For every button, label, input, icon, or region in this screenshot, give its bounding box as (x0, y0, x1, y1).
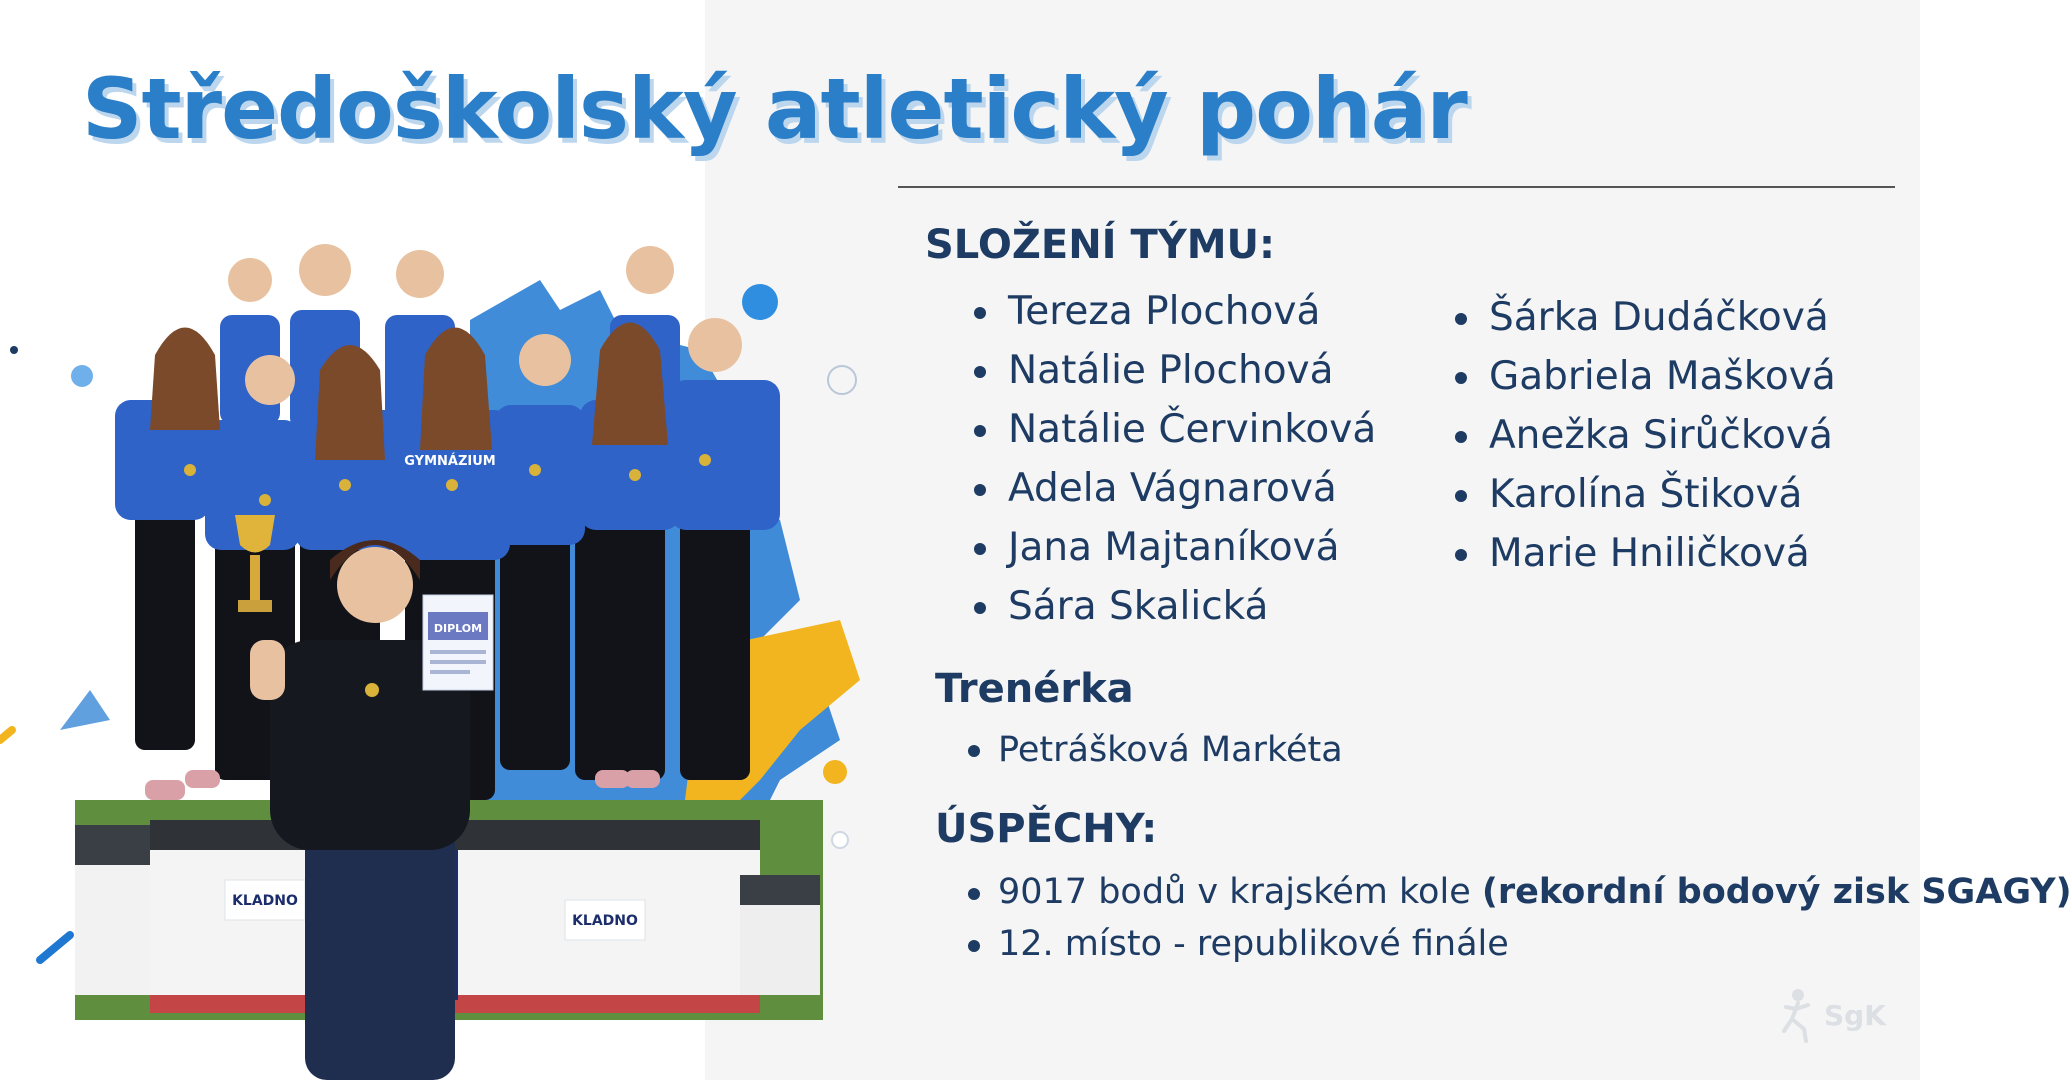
team-member: Šárka Dudáčková (1489, 292, 1836, 351)
team-member: Marie Hniličková (1489, 528, 1836, 587)
team-photo (0, 260, 900, 1080)
team-list-col1 (1008, 286, 1376, 640)
runner-icon (1780, 985, 1900, 1045)
watermark-logo (1780, 985, 1900, 1045)
podium-banner-1: KLADNO (232, 893, 298, 909)
diploma-text: DIPLOM (433, 622, 483, 635)
coach-name: Petrášková Markéta (998, 727, 1343, 773)
team-member: Sára Skalická (1008, 581, 1376, 640)
team-member: Anežka Sirůčková (1489, 410, 1836, 469)
achievement-item (998, 866, 2072, 918)
team-member: Adela Vágnarová (1008, 463, 1376, 522)
coach-heading: Trenérka (935, 666, 1134, 712)
achievement-item: 12. místo - republikové finále (998, 918, 1838, 970)
achievements-list (998, 866, 2072, 970)
jersey-text: GYMNÁZIUM (404, 454, 496, 469)
team-member: Natálie Plochová (1008, 345, 1376, 404)
achievement-highlight: (rekordní bodový zisk SGAGY) (1481, 872, 2072, 912)
team-photo-illustration (0, 260, 900, 1080)
podium-banner-2: KLADNO (572, 913, 638, 929)
coach-list (998, 727, 1343, 773)
team-member: Karolína Štiková (1489, 469, 1836, 528)
page-title: Středoškolský atletický pohár (82, 60, 1467, 158)
team-heading: SLOŽENÍ TÝMU: (925, 222, 1276, 268)
team-member: Tereza Plochová (1008, 286, 1376, 345)
achievement-text: 9017 bodů v krajském kole (998, 872, 1482, 912)
team-list-col2 (1489, 292, 1836, 587)
divider (898, 186, 1895, 188)
team-member: Gabriela Mašková (1489, 351, 1836, 410)
diploma (423, 595, 493, 690)
watermark-text: SgK (1824, 999, 1886, 1032)
achievements-heading: ÚSPĚCHY: (935, 806, 1158, 852)
team-member: Natálie Červinková (1008, 404, 1376, 463)
team-member: Jana Majtaníková (1008, 522, 1376, 581)
